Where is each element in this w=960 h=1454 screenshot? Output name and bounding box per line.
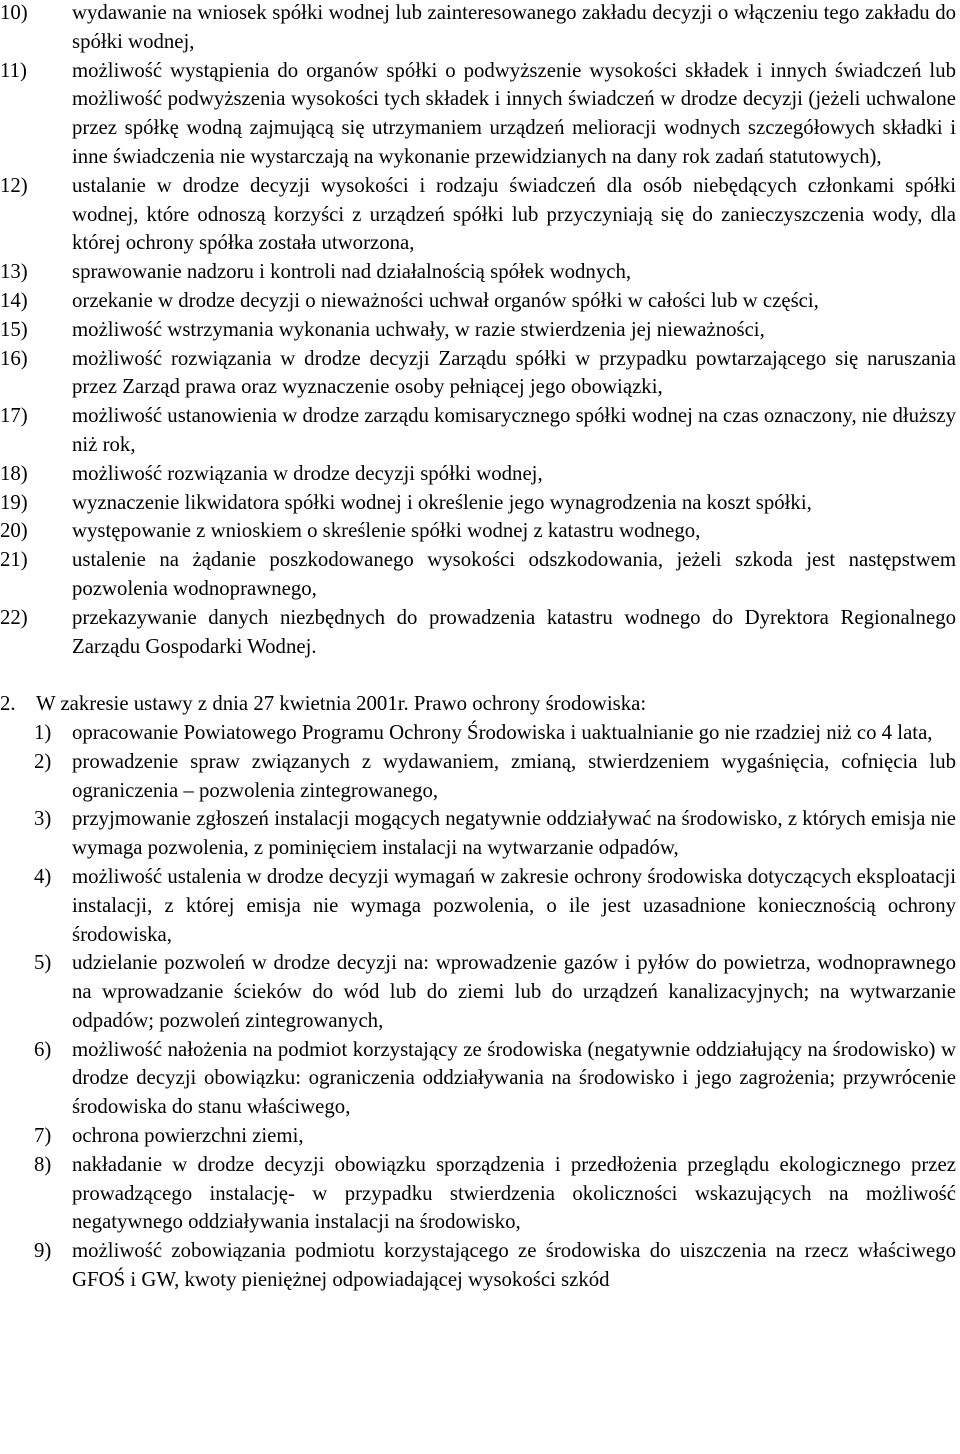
item-text: wyznaczenie likwidatora spółki wodnej i określenie jego wynagrodzenia na koszt spółki, [72, 490, 812, 514]
item-text: ustalenie na żądanie poszkodowanego wysokości odszkodowania, jeżeli szkoda jest następstwem pozwolenia wodnoprawnego, [72, 548, 956, 600]
item-text: sprawowanie nadzoru i kontroli nad działalnością spółek wodnych, [72, 260, 632, 284]
list-item [0, 863, 956, 949]
item-number: 15) [0, 317, 28, 341]
item-text: udzielanie pozwoleń w drodze decyzji na: wprowadzenie gazów i pyłów do powietrza, wodnoprawnego na wprowadzanie ścieków do wód lub do ziemi lub do urządzeń kanalizacyjnych; na wytwarzanie odpadów; pozwoleń zintegrowanych, [72, 951, 956, 1032]
list-item [0, 172, 956, 258]
item-text: możliwość wystąpienia do organów spółki o podwyższenie wysokości składek i innych świadczeń lub możliwość podwyższenia wysokości tych składek i innych świadczeń w drodze decyzji (jeżeli uchwalone przez spółkę wodną zajmującą się utrzymaniem urządzeń melioracji wodnych szczegółowych składki i inne świadczenia nie wystarczają na wykonanie przewidzianych na dany rok zadań statutowych), [72, 58, 956, 168]
item-text: wydawanie na wniosek spółki wodnej lub zainteresowanego zakładu decyzji o włączeniu tego zakładu do spółki wodnej, [72, 1, 956, 53]
item-number: 5) [34, 951, 52, 975]
item-text: możliwość wstrzymania wykonania uchwały, w razie stwierdzenia jej nieważności, [72, 317, 765, 341]
section-2-heading [0, 690, 956, 719]
list-item [0, 1151, 956, 1237]
list-item [0, 258, 956, 287]
list-environment-protection [0, 719, 956, 1295]
item-number: 2) [34, 749, 52, 773]
item-text: prowadzenie spraw związanych z wydawaniem, zmianą, stwierdzeniem wygaśnięcia, cofnięcia lub ograniczenia – pozwolenia zintegrowanego, [72, 749, 956, 802]
item-text: możliwość rozwiązania w drodze decyzji Zarządu spółki w przypadku powtarzającego się naruszania przez Zarząd prawa oraz wyznaczenie osoby pełniącej jego obowiązki, [72, 346, 956, 399]
item-number: 10) [0, 1, 28, 24]
item-number: 14) [0, 288, 28, 312]
item-number: 18) [0, 461, 28, 485]
list-item [0, 805, 956, 863]
item-number: 12) [0, 173, 28, 197]
list-item [0, 0, 956, 57]
list-item [0, 287, 956, 316]
list-item [0, 517, 956, 546]
item-text: orzekanie w drodze decyzji o nieważności uchwał organów spółki w całości lub w części, [72, 288, 819, 312]
item-text: możliwość zobowiązania podmiotu korzystającego ze środowiska do uiszczenia na rzecz właściwego GFOŚ i GW, kwoty pieniężnej odpowiadającej wysokości szkód [72, 1239, 956, 1292]
list-item [0, 460, 956, 489]
section-number: 2. [0, 692, 16, 716]
item-text: występowanie z wnioskiem o skreślenie spółki wodnej z katastru wodnego, [72, 519, 701, 543]
list-item [0, 57, 956, 172]
item-text: możliwość ustanowienia w drodze zarządu komisarycznego spółki wodnej na czas oznaczony, nie dłuższy niż rok, [72, 404, 956, 456]
item-number: 3) [34, 807, 52, 831]
item-number: 4) [34, 864, 52, 888]
item-number: 7) [34, 1124, 52, 1148]
item-number: 16) [0, 346, 28, 370]
item-text: przekazywanie danych niezbędnych do prowadzenia katastru wodnego do Dyrektora Regionalnego Zarządu Gospodarki Wodnej. [72, 605, 956, 658]
item-number: 13) [0, 260, 28, 284]
list-item [0, 316, 956, 345]
item-text: opracowanie Powiatowego Programu Ochrony Środowiska i uaktualnianie go nie rzadziej niż co 4 lata, [72, 720, 933, 744]
item-text: możliwość rozwiązania w drodze decyzji spółki wodnej, [72, 461, 543, 485]
item-number: 17) [0, 404, 28, 428]
item-number: 20) [0, 519, 28, 543]
list-item [0, 1122, 956, 1151]
list-item [0, 402, 956, 460]
list-item [0, 949, 956, 1035]
item-text: możliwość nałożenia na podmiot korzystający ze środowiska (negatywnie oddziałujący na środowisko) w drodze decyzji obowiązku: ograniczenia oddziaływania na środowisko i jego zagrożenia; przywrócenie środowiska do stanu właściwego, [72, 1037, 956, 1119]
item-number: 22) [0, 605, 28, 629]
item-number: 11) [0, 58, 27, 82]
item-number: 8) [34, 1152, 52, 1176]
list-item [0, 1237, 956, 1295]
section-title: W zakresie ustawy z dnia 27 kwietnia 2001r. Prawo ochrony środowiska: [36, 692, 647, 716]
item-number: 21) [0, 548, 28, 572]
item-number: 19) [0, 490, 28, 514]
list-item [0, 719, 956, 748]
list-item [0, 345, 956, 403]
list-item [0, 748, 956, 806]
list-item [0, 1036, 956, 1122]
item-text: ustalanie w drodze decyzji wysokości i rodzaju świadczeń dla osób niebędących członkami spółki wodnej, które odnoszą korzyści z urządzeń spółki lub przyczyniają się do zanieczyszczenia wody, dla której ochrony spółka została utworzona, [72, 173, 956, 255]
item-text: możliwość ustalenia w drodze decyzji wymagań w zakresie ochrony środowiska dotyczących eksploatacji instalacji, z której emisja nie wymaga pozwolenia, o ile jest uzasadnione koniecznością ochrony środowiska, [72, 864, 956, 946]
item-number: 1) [34, 720, 52, 744]
item-text: nakładanie w drodze decyzji obowiązku sporządzenia i przedłożenia przeglądu ekologicznego przez prowadzącego instalację- w przypadku stwierdzenia okoliczności wskazujących na możliwość negatywnego oddziaływania instalacji na środowisko, [72, 1152, 956, 1234]
item-text: przyjmowanie zgłoszeń instalacji mogących negatywnie oddziaływać na środowisko, z których emisja nie wymaga pozwolenia, z pominięciem instalacji na wytwarzanie odpadów, [72, 807, 956, 860]
list-water-companies [0, 0, 956, 661]
item-number: 9) [34, 1239, 52, 1263]
list-item [0, 546, 956, 604]
item-number: 6) [34, 1037, 52, 1061]
list-item [0, 489, 956, 518]
list-item [0, 604, 956, 662]
item-text: ochrona powierzchni ziemi, [72, 1124, 304, 1148]
